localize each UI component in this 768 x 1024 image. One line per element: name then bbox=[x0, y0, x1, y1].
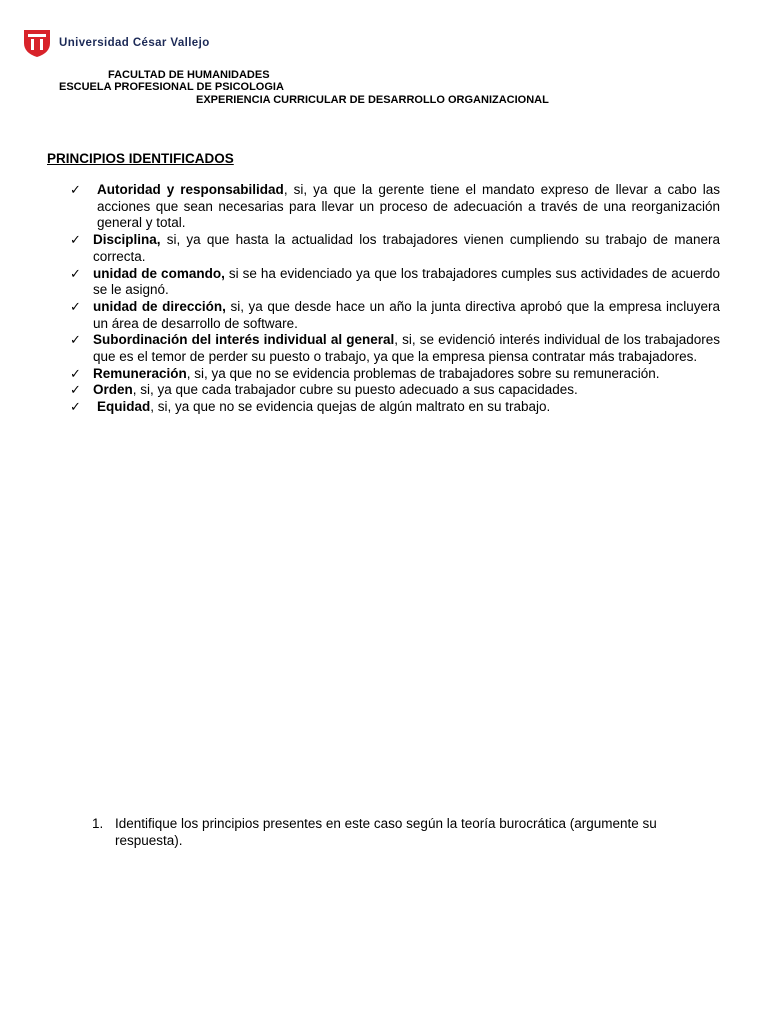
numbered-question bbox=[92, 815, 720, 849]
principle-term: Autoridad y responsabilidad bbox=[97, 182, 284, 197]
check-icon: ✓ bbox=[70, 182, 81, 197]
list-item bbox=[70, 382, 720, 399]
check-icon: ✓ bbox=[70, 382, 81, 398]
check-icon: ✓ bbox=[70, 332, 81, 348]
faculty-heading: FACULTAD DE HUMANIDADES bbox=[108, 69, 270, 81]
school-heading: ESCUELA PROFESIONAL DE PSICOLOGIA bbox=[59, 81, 284, 93]
principle-term: Orden bbox=[93, 382, 133, 398]
principle-term: unidad de comando, bbox=[93, 265, 225, 281]
question-text: Identifique los principios presentes en este caso según la teoría burocrática (argumente su respuesta). bbox=[115, 816, 657, 848]
check-icon: ✓ bbox=[70, 365, 81, 381]
principle-term: Disciplina, bbox=[93, 232, 161, 248]
list-item bbox=[70, 232, 720, 265]
principle-text: , si, ya que no se evidencia problemas de trabajadores sobre su remuneración. bbox=[186, 365, 660, 381]
principle-text: si, ya que hasta la actualidad los trabajadores vienen cumpliendo su trabajo de manera correcta. bbox=[93, 232, 720, 264]
list-item bbox=[70, 182, 720, 232]
list-item bbox=[70, 366, 720, 383]
principle-text: , si, ya que cada trabajador cubre su puesto adecuado a sus capacidades. bbox=[132, 382, 578, 398]
list-item bbox=[70, 266, 720, 299]
check-icon: ✓ bbox=[70, 232, 81, 248]
question-number: 1. bbox=[92, 816, 104, 831]
principle-text: , si, ya que no se evidencia quejas de algún maltrato en su trabajo. bbox=[150, 399, 551, 415]
principle-text: si se ha evidenciado ya que los trabajadores cumples sus actividades de acuerdo se le asignó. bbox=[93, 265, 721, 298]
principle-term: Equidad bbox=[97, 399, 151, 415]
principle-term: unidad de dirección, bbox=[93, 298, 226, 314]
section-title: PRINCIPIOS IDENTIFICADOS bbox=[47, 151, 234, 166]
list-item bbox=[70, 332, 720, 365]
principle-text: si, ya que desde hace un año la junta directiva aprobó que la empresa incluyera un área de desarrollo de software. bbox=[93, 298, 720, 331]
check-icon: ✓ bbox=[70, 265, 81, 281]
principle-term: Subordinación del interés individual al general bbox=[93, 332, 395, 348]
principles-list bbox=[70, 182, 720, 416]
logo-text: Universidad César Vallejo bbox=[59, 37, 210, 49]
principle-text: , si, se evidenció interés individual de los trabajadores que es el temor de perder su puesto o trabajo, ya que la empresa piensa contratar más trabajadores. bbox=[93, 332, 720, 365]
university-logo bbox=[22, 28, 210, 58]
principle-text: , si, ya que la gerente tiene el mandato expreso de llevar a cabo las acciones que sean necesarias para llevar un proceso de adecuación a través de una reorganización general y total. bbox=[97, 182, 721, 231]
principle-term: Remuneración bbox=[93, 365, 187, 381]
list-item bbox=[70, 399, 720, 416]
check-icon: ✓ bbox=[70, 399, 81, 415]
course-heading: EXPERIENCIA CURRICULAR DE DESARROLLO ORGANIZACIONAL bbox=[196, 94, 549, 106]
list-item bbox=[70, 299, 720, 332]
check-icon: ✓ bbox=[70, 298, 81, 314]
university-shield-icon bbox=[22, 28, 52, 58]
